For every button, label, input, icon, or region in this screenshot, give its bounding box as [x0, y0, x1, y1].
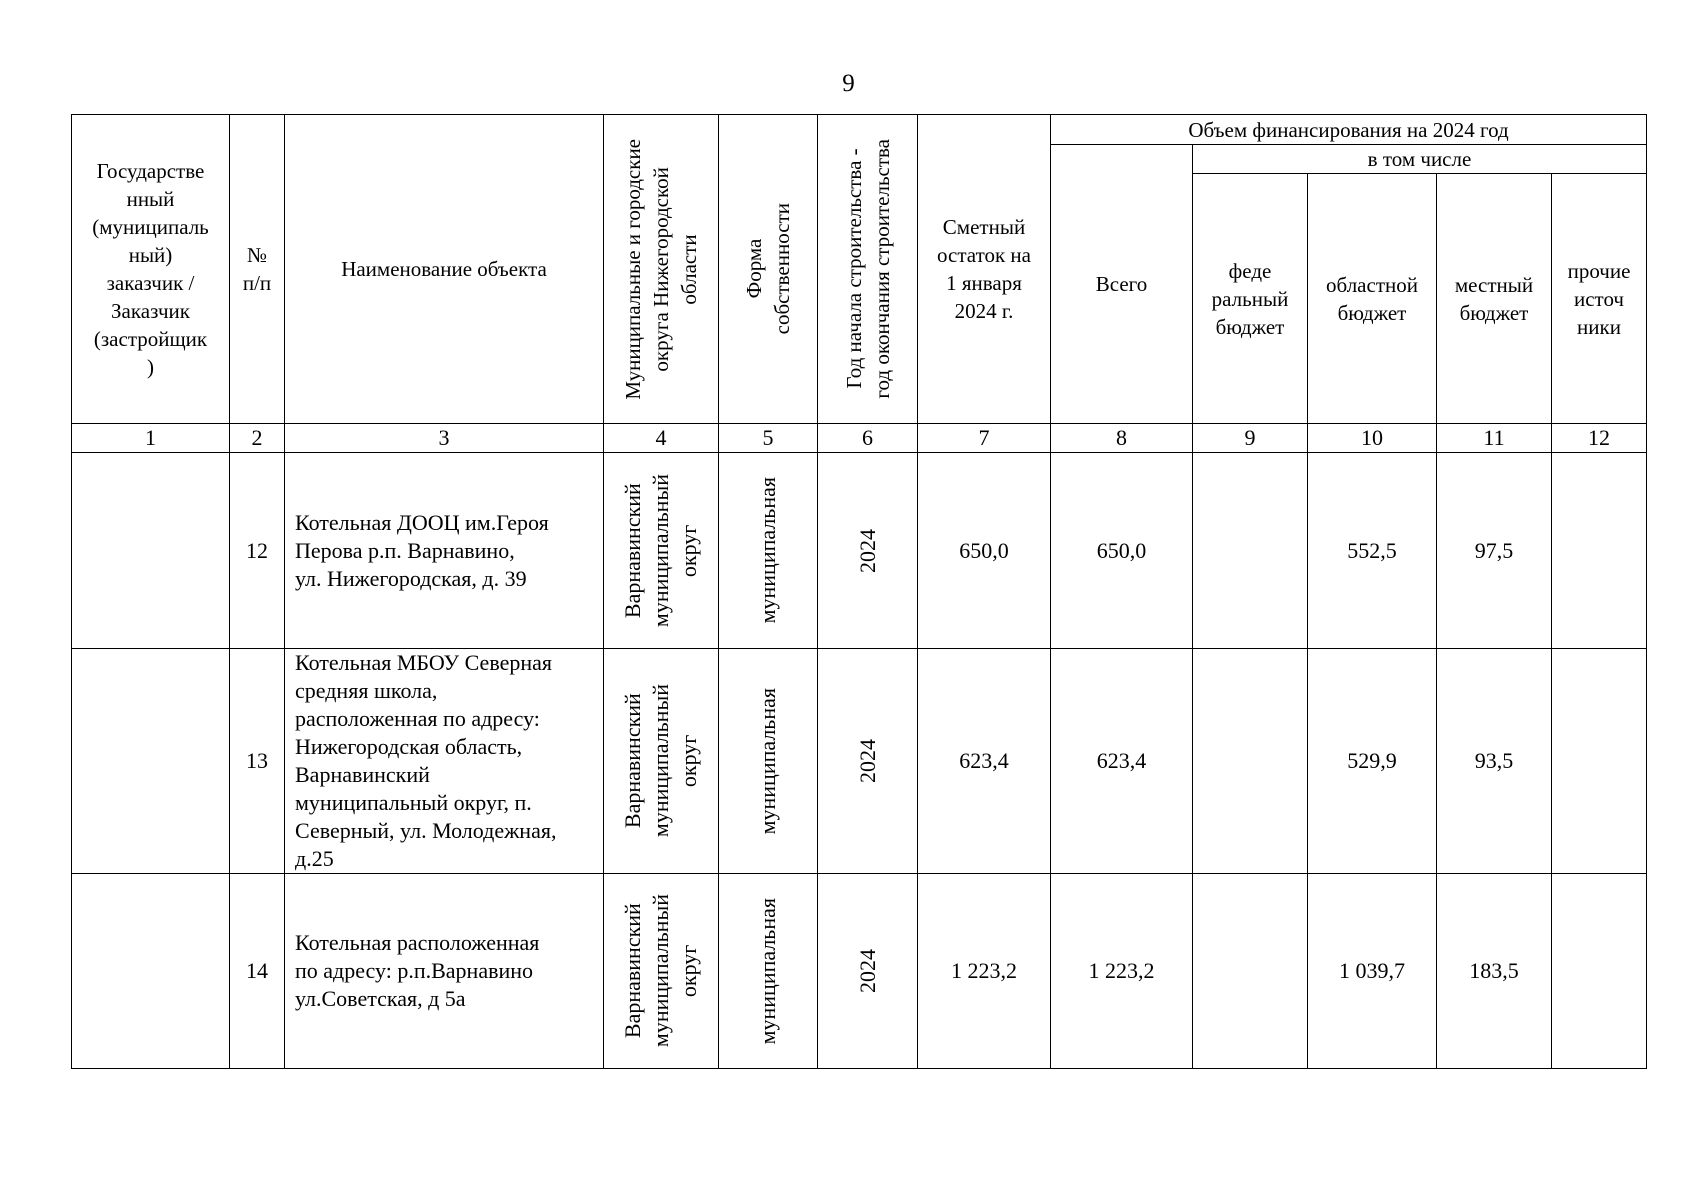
header-federal: феде ральный бюджет: [1193, 174, 1308, 424]
column-number: 4: [604, 424, 719, 453]
local-cell: 97,5: [1437, 453, 1552, 649]
years-cell: [818, 649, 918, 874]
header-customer: Государстве нный (муниципаль ный) заказчик / Заказчик (застройщик ): [72, 115, 230, 424]
column-number: 11: [1437, 424, 1552, 453]
column-number: 7: [918, 424, 1051, 453]
ownership-text: муниципальная: [755, 477, 780, 624]
table-row: [72, 874, 1647, 1069]
column-number: 8: [1051, 424, 1193, 453]
column-number: 1: [72, 424, 230, 453]
header-object-name: Наименование объекта: [285, 115, 604, 424]
district-text: Варнавинский муниципальный округ: [620, 684, 701, 838]
regional-cell: 529,9: [1308, 649, 1437, 874]
local-cell: 93,5: [1437, 649, 1552, 874]
object-name-cell: Котельная расположенная по адресу: р.п.Варнавино ул.Советская, д 5а: [285, 874, 604, 1069]
years-cell: [818, 874, 918, 1069]
row-number-cell: 14: [230, 874, 285, 1069]
header-district: [604, 115, 719, 424]
district-cell: [604, 649, 719, 874]
header-funding-group: Объем финансирования на 2024 год: [1051, 115, 1647, 145]
years-cell: [818, 453, 918, 649]
federal-cell: [1193, 649, 1308, 874]
column-number: 10: [1308, 424, 1437, 453]
header-years-text: Год начала строительства - год окончания строительства: [841, 139, 894, 399]
column-number-row: [72, 424, 1647, 453]
row-number-cell: 12: [230, 453, 285, 649]
header-ownership-text: Форма собственности: [742, 203, 794, 335]
total-cell: 623,4: [1051, 649, 1193, 874]
customer-cell: [72, 453, 230, 649]
column-number: 12: [1552, 424, 1647, 453]
object-name-cell: Котельная ДООЦ им.Героя Перова р.п. Варнавино, ул. Нижегородская, д. 39: [285, 453, 604, 649]
estimate-cell: 623,4: [918, 649, 1051, 874]
table-row: [72, 453, 1647, 649]
column-number: 3: [285, 424, 604, 453]
header-total: Всего: [1051, 145, 1193, 424]
district-cell: [604, 453, 719, 649]
ownership-text: муниципальная: [755, 687, 780, 835]
header-other: прочие источ ники: [1552, 174, 1647, 424]
financing-table: [71, 114, 1647, 1069]
column-number: 2: [230, 424, 285, 453]
years-text: 2024: [854, 949, 880, 993]
district-text: Варнавинский муниципальный округ: [620, 894, 701, 1048]
regional-cell: 1 039,7: [1308, 874, 1437, 1069]
header-local: местный бюджет: [1437, 174, 1552, 424]
column-number: 6: [818, 424, 918, 453]
district-cell: [604, 874, 719, 1069]
customer-cell: [72, 874, 230, 1069]
federal-cell: [1193, 453, 1308, 649]
header-years: [818, 115, 918, 424]
ownership-text: муниципальная: [755, 897, 780, 1045]
object-name-cell: Котельная МБОУ Северная средняя школа, расположенная по адресу: Нижегородская область, Варнавинский муниципальный округ, п. Северный, ул. Молодежная, д.25: [285, 649, 604, 874]
ownership-cell: [719, 649, 818, 874]
federal-cell: [1193, 874, 1308, 1069]
column-number: 9: [1193, 424, 1308, 453]
total-cell: 1 223,2: [1051, 874, 1193, 1069]
header-district-text: Муниципальные и городские округа Нижегородской области: [621, 138, 701, 400]
header-number: № п/п: [230, 115, 285, 424]
other-cell: [1552, 453, 1647, 649]
total-cell: 650,0: [1051, 453, 1193, 649]
header-regional: областной бюджет: [1308, 174, 1437, 424]
estimate-cell: 650,0: [918, 453, 1051, 649]
ownership-cell: [719, 453, 818, 649]
page-number: 9: [842, 70, 855, 97]
district-text: Варнавинский муниципальный округ: [620, 473, 701, 628]
regional-cell: 552,5: [1308, 453, 1437, 649]
years-text: 2024: [854, 528, 880, 573]
header-ownership: [719, 115, 818, 424]
table-row: [72, 649, 1647, 874]
other-cell: [1552, 649, 1647, 874]
years-text: 2024: [854, 739, 880, 783]
local-cell: 183,5: [1437, 874, 1552, 1069]
estimate-cell: 1 223,2: [918, 874, 1051, 1069]
column-number: 5: [719, 424, 818, 453]
row-number-cell: 13: [230, 649, 285, 874]
customer-cell: [72, 649, 230, 874]
header-estimate: Сметный остаток на 1 января 2024 г.: [918, 115, 1051, 424]
header-including: в том числе: [1193, 145, 1647, 174]
ownership-cell: [719, 874, 818, 1069]
other-cell: [1552, 874, 1647, 1069]
